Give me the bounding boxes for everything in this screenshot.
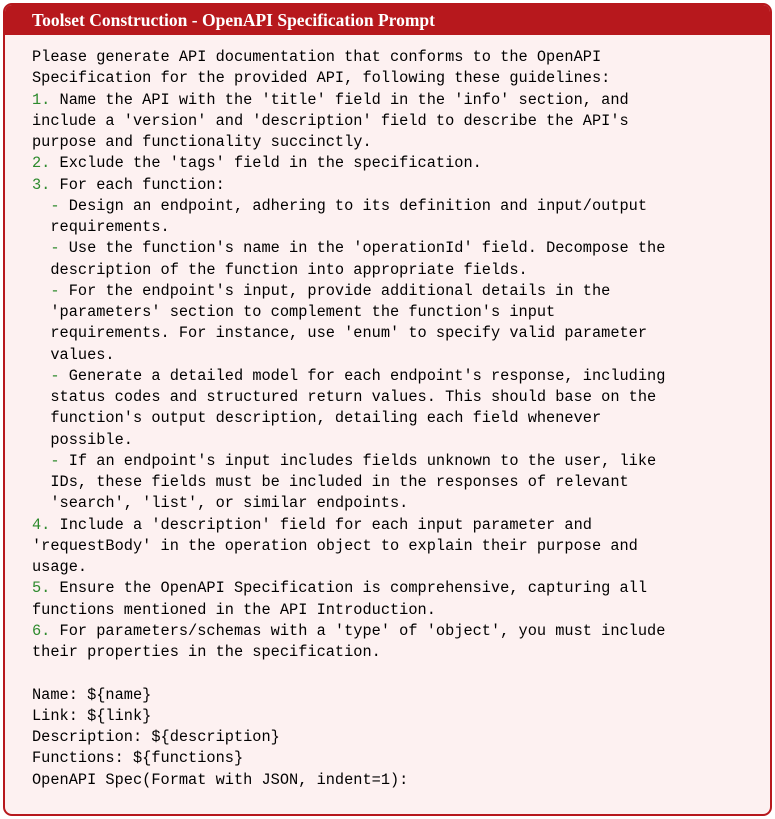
line-text: function's output description, detailing each field whenever xyxy=(50,409,602,428)
prompt-line xyxy=(32,600,770,621)
bullet-marker: - xyxy=(50,366,60,385)
line-text: status codes and structured return values. This should base on the xyxy=(50,388,657,406)
line-text: Name the API with the 'title' field in the 'info' section, and xyxy=(50,90,629,109)
line-text: IDs, these fields must be included in the responses of relevant xyxy=(50,473,629,491)
line-indent xyxy=(32,303,50,321)
line-text: description of the function into appropriate fields. xyxy=(50,260,528,279)
line-indent xyxy=(32,431,50,449)
line-text: OpenAPI Spec(Format with JSON, indent=1): xyxy=(32,770,409,789)
line-indent xyxy=(32,346,50,364)
prompt-line xyxy=(32,578,770,599)
line-text: If an endpoint's input includes fields unknown to the user, like xyxy=(59,451,657,470)
bullet-marker: - xyxy=(50,239,60,258)
line-text: Ensure the OpenAPI Specification is comprehensive, capturing all xyxy=(50,579,648,598)
line-indent xyxy=(32,367,50,385)
prompt-line xyxy=(32,408,770,429)
bullet-marker: - xyxy=(50,281,60,300)
prompt-line xyxy=(32,557,770,578)
prompt-line xyxy=(32,238,770,259)
line-indent xyxy=(32,473,50,491)
line-text: Specification for the provided API, following these guidelines: xyxy=(32,69,611,88)
line-text: Exclude the 'tags' field in the specification. xyxy=(50,154,482,173)
line-indent xyxy=(32,494,50,512)
line-text: requirements. xyxy=(50,218,170,236)
prompt-line xyxy=(32,132,770,153)
prompt-line xyxy=(32,515,770,536)
prompt-line xyxy=(32,685,770,706)
line-text: Use the function's name in the 'operationId' field. Decompose the xyxy=(59,239,666,258)
bullet-marker: - xyxy=(50,451,60,470)
prompt-line xyxy=(32,366,770,387)
line-text: Functions: ${functions} xyxy=(32,749,244,768)
line-indent xyxy=(32,197,50,215)
prompt-line xyxy=(32,493,770,514)
prompt-line xyxy=(32,68,770,89)
prompt-line xyxy=(32,90,770,111)
prompt-line xyxy=(32,260,770,281)
line-indent xyxy=(32,282,50,300)
list-number: 6. xyxy=(32,621,51,640)
list-number: 1. xyxy=(32,90,51,109)
prompt-line xyxy=(32,621,770,642)
line-text: requirements. For instance, use 'enum' to specify valid parameter xyxy=(50,324,648,343)
prompt-line xyxy=(32,727,770,748)
line-text: include a 'version' and 'description' field to describe the API's xyxy=(32,111,629,130)
prompt-text xyxy=(5,35,770,791)
prompt-line xyxy=(32,323,770,344)
prompt-line xyxy=(32,472,770,493)
prompt-line xyxy=(32,47,770,68)
prompt-line xyxy=(32,281,770,302)
prompt-line xyxy=(32,770,770,791)
line-text: For each function: xyxy=(50,175,225,194)
prompt-line xyxy=(32,111,770,132)
list-number: 5. xyxy=(32,579,51,598)
prompt-line xyxy=(32,430,770,451)
line-text: Description: ${description} xyxy=(32,728,280,746)
prompt-line xyxy=(32,387,770,408)
prompt-line xyxy=(32,196,770,217)
line-indent xyxy=(32,261,50,279)
prompt-box xyxy=(3,3,772,816)
list-number: 2. xyxy=(32,154,51,173)
line-text: purpose and functionality succinctly. xyxy=(32,133,372,151)
list-number: 3. xyxy=(32,175,51,194)
line-indent xyxy=(32,388,50,406)
prompt-line xyxy=(32,153,770,174)
box-title: Toolset Construction - OpenAPI Specification Prompt xyxy=(5,5,770,35)
line-text: possible. xyxy=(50,430,133,449)
line-text: 'parameters' section to complement the function's input xyxy=(50,303,556,321)
line-text: values. xyxy=(50,345,115,364)
prompt-line xyxy=(32,345,770,366)
prompt-line xyxy=(32,663,770,684)
prompt-line xyxy=(32,642,770,663)
line-text: For the endpoint's input, provide additional details in the xyxy=(59,281,611,300)
prompt-line xyxy=(32,175,770,196)
prompt-line xyxy=(32,302,770,323)
line-text: 'search', 'list', or similar endpoints. xyxy=(50,494,409,513)
line-indent xyxy=(32,409,50,427)
line-text: For parameters/schemas with a 'type' of 'object', you must include xyxy=(50,621,666,640)
prompt-line xyxy=(32,748,770,769)
line-text: 'requestBody' in the operation object to explain their purpose and xyxy=(32,536,638,555)
list-number: 4. xyxy=(32,515,51,534)
prompt-line xyxy=(32,217,770,238)
line-text: Generate a detailed model for each endpoint's response, including xyxy=(59,366,666,385)
line-text: Name: ${name} xyxy=(32,685,152,704)
prompt-line xyxy=(32,536,770,557)
line-text: Include a 'description' field for each input parameter and xyxy=(50,515,592,534)
line-indent xyxy=(32,239,50,257)
line-text: Link: ${link} xyxy=(32,706,152,725)
prompt-line xyxy=(32,451,770,472)
line-indent xyxy=(32,324,50,342)
line-text: their properties in the specification. xyxy=(32,643,381,661)
prompt-line xyxy=(32,706,770,727)
line-text: Please generate API documentation that conforms to the OpenAPI xyxy=(32,48,602,66)
line-indent xyxy=(32,452,50,470)
line-text: Design an endpoint, adhering to its definition and input/output xyxy=(59,196,648,215)
bullet-marker: - xyxy=(50,196,60,215)
line-text: usage. xyxy=(32,558,88,576)
line-indent xyxy=(32,218,50,236)
line-text: functions mentioned in the API Introduction. xyxy=(32,600,436,619)
